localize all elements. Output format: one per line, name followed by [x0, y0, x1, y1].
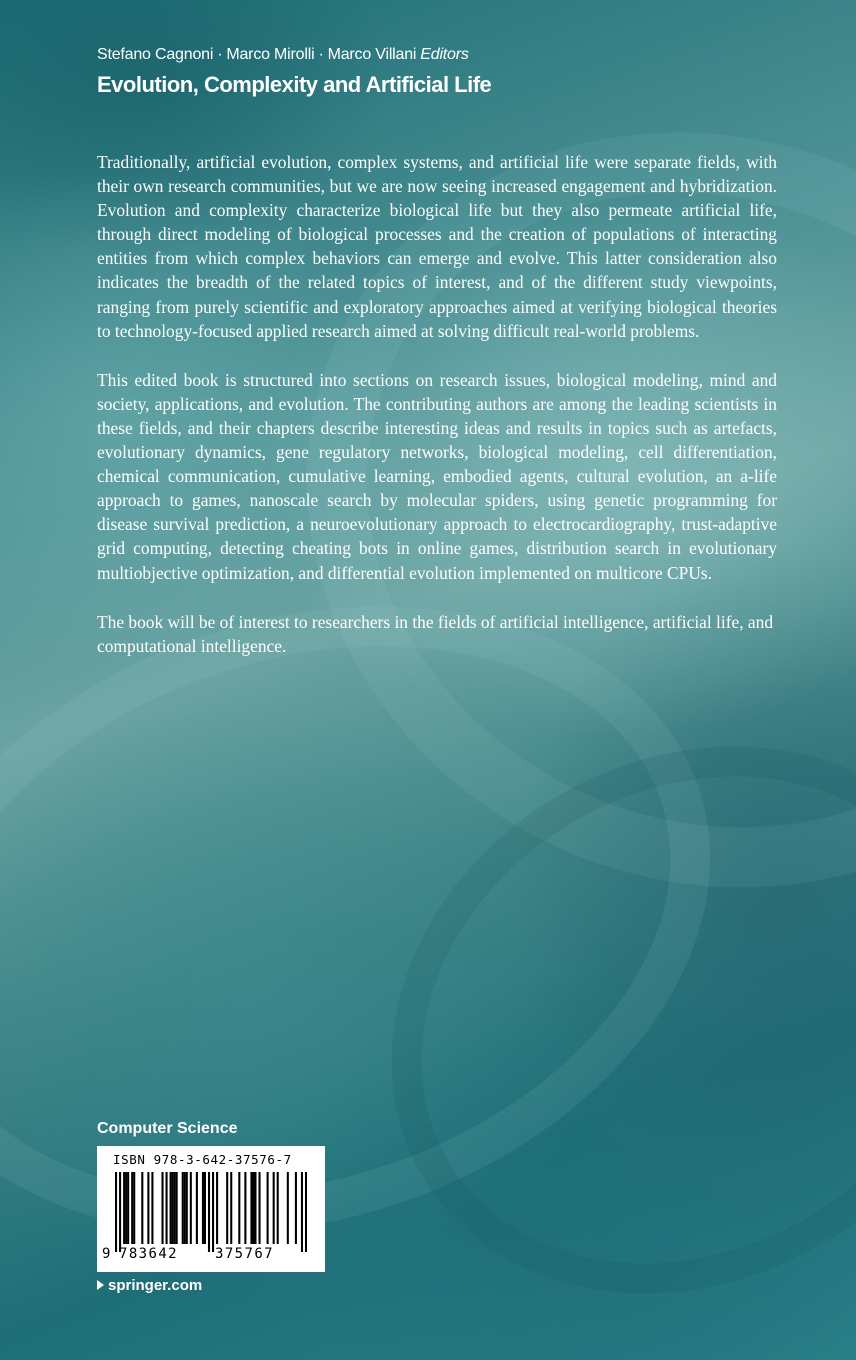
isbn-barcode: [97, 1146, 325, 1272]
editor-separator: ·: [318, 46, 324, 63]
barcode-bar: [182, 1172, 184, 1244]
barcode-bar: [147, 1172, 149, 1244]
barcode-bar: [131, 1172, 133, 1244]
editors-line: [97, 46, 469, 64]
barcode-bar: [123, 1172, 125, 1244]
description-paragraph: The book will be of interest to researchers in the fields of artificial intelligence, artificial life, and computational intelligence.: [97, 611, 774, 656]
triangle-arrow-right-icon: [97, 1280, 104, 1290]
ean-left-group: 783642: [119, 1246, 178, 1262]
book-title: Evolution, Complexity and Artificial Life: [97, 72, 492, 97]
barcode-bar: [238, 1172, 240, 1244]
barcode-bar: [190, 1172, 192, 1244]
barcode-bar: [208, 1172, 210, 1252]
barcode-bar: [277, 1172, 279, 1244]
barcode-bar: [287, 1172, 289, 1244]
barcode-bar: [258, 1172, 260, 1244]
barcode-bar: [186, 1172, 188, 1244]
ean-first-digit: 9: [102, 1246, 111, 1262]
barcode-bar: [301, 1172, 303, 1252]
barcode-bar: [202, 1172, 204, 1244]
barcode-bar: [161, 1172, 163, 1244]
subject-category: Computer Science: [97, 1120, 238, 1137]
barcode-bar: [115, 1172, 117, 1252]
barcode-bar: [196, 1172, 198, 1244]
barcode-bar: [216, 1172, 218, 1244]
barcode-bar: [170, 1172, 172, 1244]
barcode-bar: [204, 1172, 206, 1244]
editor-name: Marco Villani: [327, 46, 417, 63]
barcode-bar: [176, 1172, 178, 1244]
barcode-bar: [250, 1172, 252, 1244]
barcode-bar: [305, 1172, 307, 1252]
editor-name: Marco Mirolli: [226, 46, 315, 63]
barcode-bar: [273, 1172, 275, 1244]
ean-digits: [97, 1246, 325, 1270]
barcode-bar: [230, 1172, 232, 1244]
barcode-bar: [151, 1172, 153, 1244]
book-description: [97, 150, 777, 683]
description-paragraph: This edited book is structured into sections on research issues, biological modeling, mind and society, applications, and evolution. The contributing authors are among the leading scientists in these fields, and their chapters describe interesting ideas and results in topics such as artefacts, evolutionary dynamics, gene regulatory networks, biological modeling, cell differentiation, chemical communication, cumulative learning, embodied agents, cultural evolution, an a-life approach to games, nanoscale search by molecular spiders, using genetic programming for disease survival prediction, a neuroevolutionary approach to electrocardiography, trust-adaptive grid computing, detecting cheating bots in online games, distribution search in evolutionary multiobjective optimization, and differential evolution implemented on multicore CPUs.: [97, 369, 777, 583]
barcode-bars: [115, 1172, 307, 1252]
barcode-bar: [212, 1172, 214, 1252]
website-label: springer.com: [108, 1277, 203, 1294]
description-paragraph: Traditionally, artificial evolution, complex systems, and artificial life were separate fields, with their own research communities, but we are now seeing increased engagement and hybridization. Evolution and complexity characterize biological life but they also permeate artificial life, through direct modeling of biological processes and the creation of populations of interacting entities from which complex behaviors can emerge and evolve. This latter consideration also indicates the breadth of the related topics of interest, and of the different study viewpoints, ranging from purely scientific and exploratory approaches aimed at verifying biological theories to technology-focused applied research aimed at solving difficult real-world problems.: [97, 152, 777, 341]
editors-role: Editors: [420, 46, 469, 63]
barcode-bar: [174, 1172, 176, 1244]
barcode-bar: [244, 1172, 246, 1244]
barcode-bar: [295, 1172, 297, 1244]
isbn-label: ISBN 978-3-642-37576-7: [113, 1152, 292, 1167]
ean-right-group: 375767: [215, 1246, 274, 1262]
barcode-bar: [141, 1172, 143, 1244]
barcode-bar: [184, 1172, 186, 1244]
barcode-bar: [267, 1172, 269, 1244]
publisher-website[interactable]: [97, 1277, 202, 1294]
editor-separator: ·: [217, 46, 223, 63]
barcode-bar: [252, 1172, 254, 1244]
barcode-bar: [166, 1172, 168, 1244]
barcode-bar: [254, 1172, 256, 1244]
barcode-bar: [172, 1172, 174, 1244]
editor-name: Stefano Cagnoni: [97, 46, 214, 63]
barcode-bar: [226, 1172, 228, 1244]
barcode-bar: [119, 1172, 121, 1252]
barcode-bar: [125, 1172, 127, 1244]
background-swirl: [292, 640, 856, 1360]
barcode-bar: [133, 1172, 135, 1244]
barcode-bar: [127, 1172, 129, 1244]
